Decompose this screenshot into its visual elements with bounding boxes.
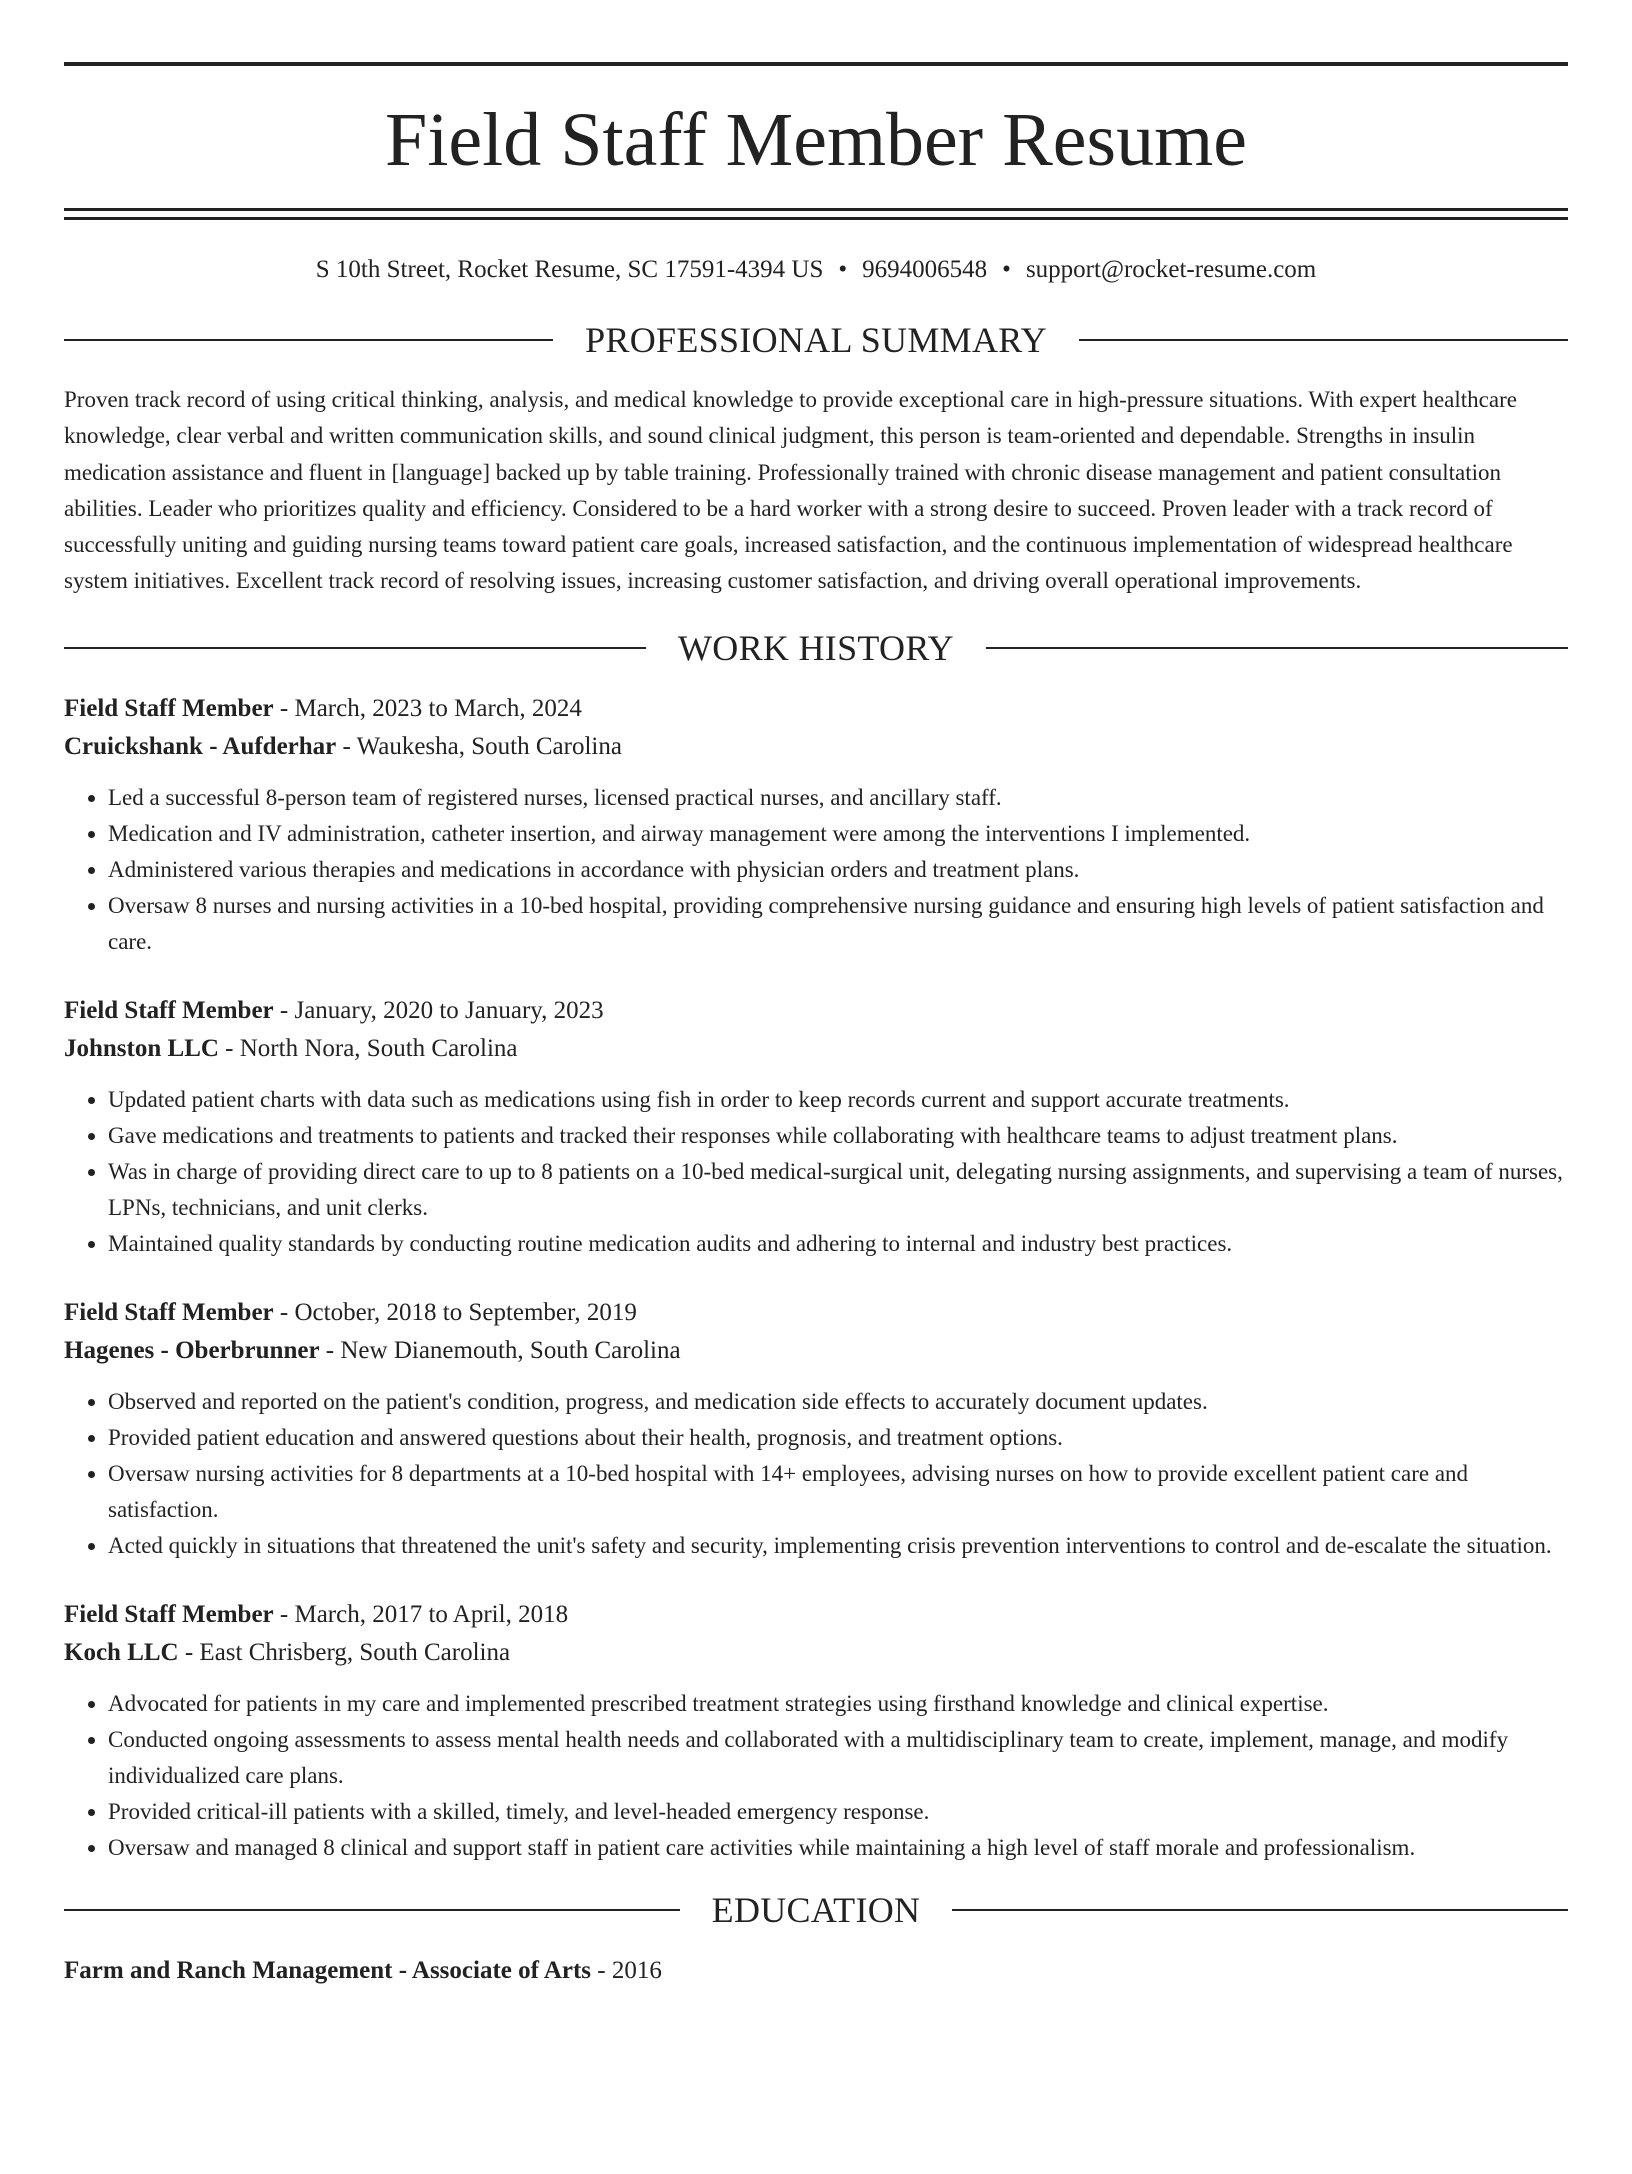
job-bullet: • Acted quickly in situations that threatened the unit's safety and security, implementing crisis prevention interventions to control and de-escalate the situation. bbox=[108, 1528, 1568, 1564]
section-rule-left bbox=[64, 1909, 680, 1911]
job-company: Hagenes - Oberbrunner bbox=[64, 1336, 320, 1364]
job-location: - Waukesha, South Carolina bbox=[336, 732, 622, 760]
summary-heading: PROFESSIONAL SUMMARY bbox=[585, 320, 1047, 360]
job-bullet: • Maintained quality standards by conducting routine medication audits and adhering to internal and industry best practices. bbox=[108, 1226, 1568, 1262]
contact-line bbox=[64, 256, 1568, 284]
job-bullets bbox=[64, 1384, 1568, 1564]
job-title-line bbox=[64, 1596, 1568, 1634]
job-company-line bbox=[64, 728, 1568, 766]
job-bullet: • Updated patient charts with data such as medications using fish in order to keep records current and support accurate treatments. bbox=[108, 1082, 1568, 1118]
job-bullet: • Was in charge of providing direct care to up to 8 patients on a 10-bed medical-surgical unit, delegating nursing assignments, and supervising a team of nurses, LPNs, technicians, and unit clerks. bbox=[108, 1154, 1568, 1226]
job-dates: - March, 2023 to March, 2024 bbox=[273, 694, 582, 722]
job-bullet: • Led a successful 8-person team of registered nurses, licensed practical nurses, and ancillary staff. bbox=[108, 780, 1568, 816]
work-section-header bbox=[64, 627, 1568, 668]
job-role: Field Staff Member bbox=[64, 1298, 274, 1326]
summary-section-header bbox=[64, 322, 1568, 358]
contact-phone: 9694006548 bbox=[862, 256, 988, 283]
job-bullets bbox=[64, 1082, 1568, 1262]
job-bullet: • Oversaw and managed 8 clinical and support staff in patient care activities while maintaining a high level of staff morale and professionalism. bbox=[108, 1830, 1568, 1866]
summary-text: Proven track record of using critical thinking, analysis, and medical knowledge to provide exceptional care in high-pressure situations. With expert healthcare knowledge, clear verbal and written communication skills, and sound clinical judgment, this person is team-oriented and dependable. Strengths in insulin medication assistance and fluent in [language] backed up by table training. Professionally trained with chronic disease management and patient consultation abilities. Leader who prioritizes quality and efficiency. Considered to be a hard worker with a strong desire to succeed. Proven leader with a track record of successfully uniting and guiding nursing teams toward patient care goals, increased satisfaction, and the continuous implementation of widespread healthcare system initiatives. Excellent track record of resolving issues, increasing customer satisfaction, and driving overall operational improvements. bbox=[64, 387, 1517, 594]
job-location: - North Nora, South Carolina bbox=[218, 1034, 518, 1062]
job-title-line bbox=[64, 992, 1568, 1030]
resume-title: Field Staff Member Resume bbox=[385, 98, 1247, 182]
job-company-line bbox=[64, 1332, 1568, 1370]
job-dates: - March, 2017 to April, 2018 bbox=[273, 1600, 569, 1628]
education-year: - 2016 bbox=[591, 1956, 662, 1984]
job-dates: - January, 2020 to January, 2023 bbox=[273, 996, 604, 1024]
contact-address: S 10th Street, Rocket Resume, SC 17591-4394 US bbox=[315, 256, 824, 283]
contact-separator: • bbox=[838, 256, 848, 283]
resume-page bbox=[0, 62, 1632, 2174]
education-entry bbox=[64, 1952, 1568, 1990]
job-entry bbox=[64, 1294, 1568, 1564]
job-bullet: • Provided patient education and answered questions about their health, prognosis, and treatment options. bbox=[108, 1420, 1568, 1456]
job-company-line bbox=[64, 1030, 1568, 1068]
top-rule bbox=[64, 62, 1568, 66]
job-title-line bbox=[64, 1294, 1568, 1332]
job-bullet: • Advocated for patients in my care and implemented prescribed treatment strategies using firsthand knowledge and clinical expertise. bbox=[108, 1686, 1568, 1722]
title-double-rule bbox=[64, 208, 1568, 220]
education-program: Farm and Ranch Management - Associate of Arts bbox=[64, 1956, 592, 1984]
section-rule-right bbox=[1079, 339, 1568, 341]
job-role: Field Staff Member bbox=[64, 1600, 274, 1628]
education-section-header bbox=[64, 1889, 1568, 1930]
section-rule-left bbox=[64, 647, 646, 649]
education-heading: EDUCATION bbox=[711, 1889, 921, 1930]
section-rule-right bbox=[986, 647, 1568, 649]
job-bullet: • Gave medications and treatments to patients and tracked their responses while collaborating with healthcare teams to adjust treatment plans. bbox=[108, 1118, 1568, 1154]
section-rule-right bbox=[952, 1909, 1568, 1911]
job-role: Field Staff Member bbox=[64, 996, 274, 1024]
job-role: Field Staff Member bbox=[64, 694, 274, 722]
job-bullet: • Observed and reported on the patient's condition, progress, and medication side effects to accurately document updates. bbox=[108, 1384, 1568, 1420]
job-bullet: • Oversaw nursing activities for 8 departments at a 10-bed hospital with 14+ employees, advising nurses on how to provide excellent patient care and satisfaction. bbox=[108, 1456, 1568, 1528]
contact-separator: • bbox=[1002, 256, 1011, 283]
job-title-line bbox=[64, 690, 1568, 728]
job-entry bbox=[64, 992, 1568, 1262]
job-bullet: • Conducted ongoing assessments to assess mental health needs and collaborated with a multidisciplinary team to create, implement, manage, and modify individualized care plans. bbox=[108, 1722, 1568, 1794]
job-bullets bbox=[64, 780, 1568, 960]
job-company: Cruickshank - Aufderhar bbox=[64, 732, 337, 760]
job-bullets bbox=[64, 1686, 1568, 1866]
contact-email: support@rocket-resume.com bbox=[1025, 256, 1317, 283]
job-bullet: • Oversaw 8 nurses and nursing activities in a 10-bed hospital, providing comprehensive nursing guidance and ensuring high levels of patient satisfaction and care. bbox=[108, 888, 1568, 960]
job-company: Johnston LLC bbox=[64, 1034, 219, 1062]
job-location: - East Chrisberg, South Carolina bbox=[178, 1638, 511, 1666]
work-heading: WORK HISTORY bbox=[678, 627, 954, 668]
job-company: Koch LLC bbox=[64, 1638, 179, 1666]
job-company-line bbox=[64, 1634, 1568, 1672]
job-dates: - October, 2018 to September, 2019 bbox=[273, 1298, 637, 1326]
job-location: - New Dianemouth, South Carolina bbox=[319, 1336, 681, 1364]
job-bullet: • Medication and IV administration, catheter insertion, and airway management were among the interventions I implemented. bbox=[108, 816, 1568, 852]
job-entry bbox=[64, 690, 1568, 960]
job-bullet: • Provided critical-ill patients with a skilled, timely, and level-headed emergency response. bbox=[108, 1794, 1568, 1830]
job-bullet: • Administered various therapies and medications in accordance with physician orders and treatment plans. bbox=[108, 852, 1568, 888]
job-entry bbox=[64, 1596, 1568, 1866]
section-rule-left bbox=[64, 339, 553, 341]
